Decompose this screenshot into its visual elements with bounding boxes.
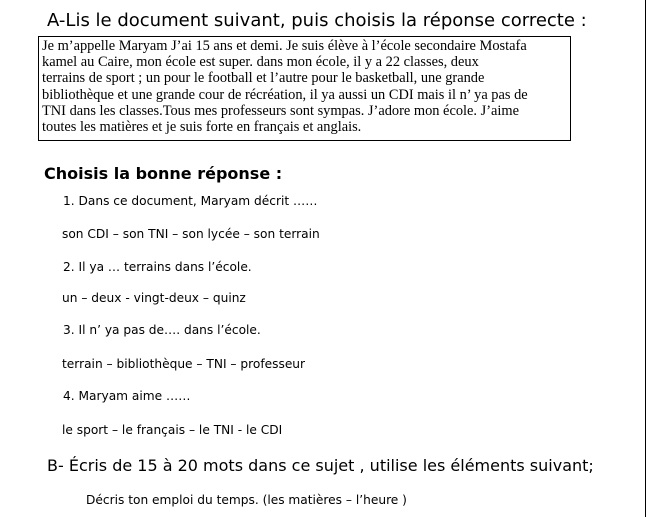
- writing-task: Décris ton emploi du temps. (les matières – l’heure ): [86, 493, 407, 507]
- question-1-options: son CDI – son TNI – son lycée – son terrain: [62, 227, 320, 241]
- question-3: 3. Il n’ ya pas de…. dans l’école.: [63, 323, 261, 337]
- reading-text-line: toutes les matières et je suis forte en français et anglais.: [42, 119, 362, 136]
- section-b-title: B- Écris de 15 à 20 mots dans ce sujet , utilise les éléments suivant;: [47, 456, 594, 475]
- reading-text-box: [38, 36, 571, 141]
- reading-text-line: Je m’appelle Maryam J’ai 15 ans et demi. Je suis élève à l’école secondaire Mostafa: [42, 38, 527, 54]
- question-2-options: un – deux - vingt-deux – quinz: [62, 291, 246, 305]
- question-3-options: terrain – bibliothèque – TNI – professeur: [62, 357, 306, 371]
- reading-text-line: TNI dans les classes.Tous mes professeurs sont sympas. J’adore mon école. J’aime: [42, 102, 519, 119]
- question-4: 4. Maryam aime ……: [63, 389, 191, 403]
- section-a-title: A-Lis le document suivant, puis choisis la réponse correcte :: [47, 10, 587, 31]
- question-1: 1. Dans ce document, Maryam décrit ……: [63, 194, 318, 208]
- page-border: [645, 0, 646, 517]
- question-4-options: le sport – le français – le TNI - le CDI: [62, 423, 283, 437]
- reading-text-line: bibliothèque et une grande cour de récréation, il ya aussi un CDI mais il n’ ya pas de: [42, 86, 528, 103]
- quiz-heading: Choisis la bonne réponse :: [44, 164, 283, 183]
- reading-text-line: kamel au Caire, mon école est super. dans mon école, il y a 22 classes, deux: [42, 54, 479, 71]
- reading-text-line: terrains de sport ; un pour le football et l’autre pour le basketball, une grande: [42, 70, 485, 87]
- question-2: 2. Il ya … terrains dans l’école.: [63, 260, 252, 274]
